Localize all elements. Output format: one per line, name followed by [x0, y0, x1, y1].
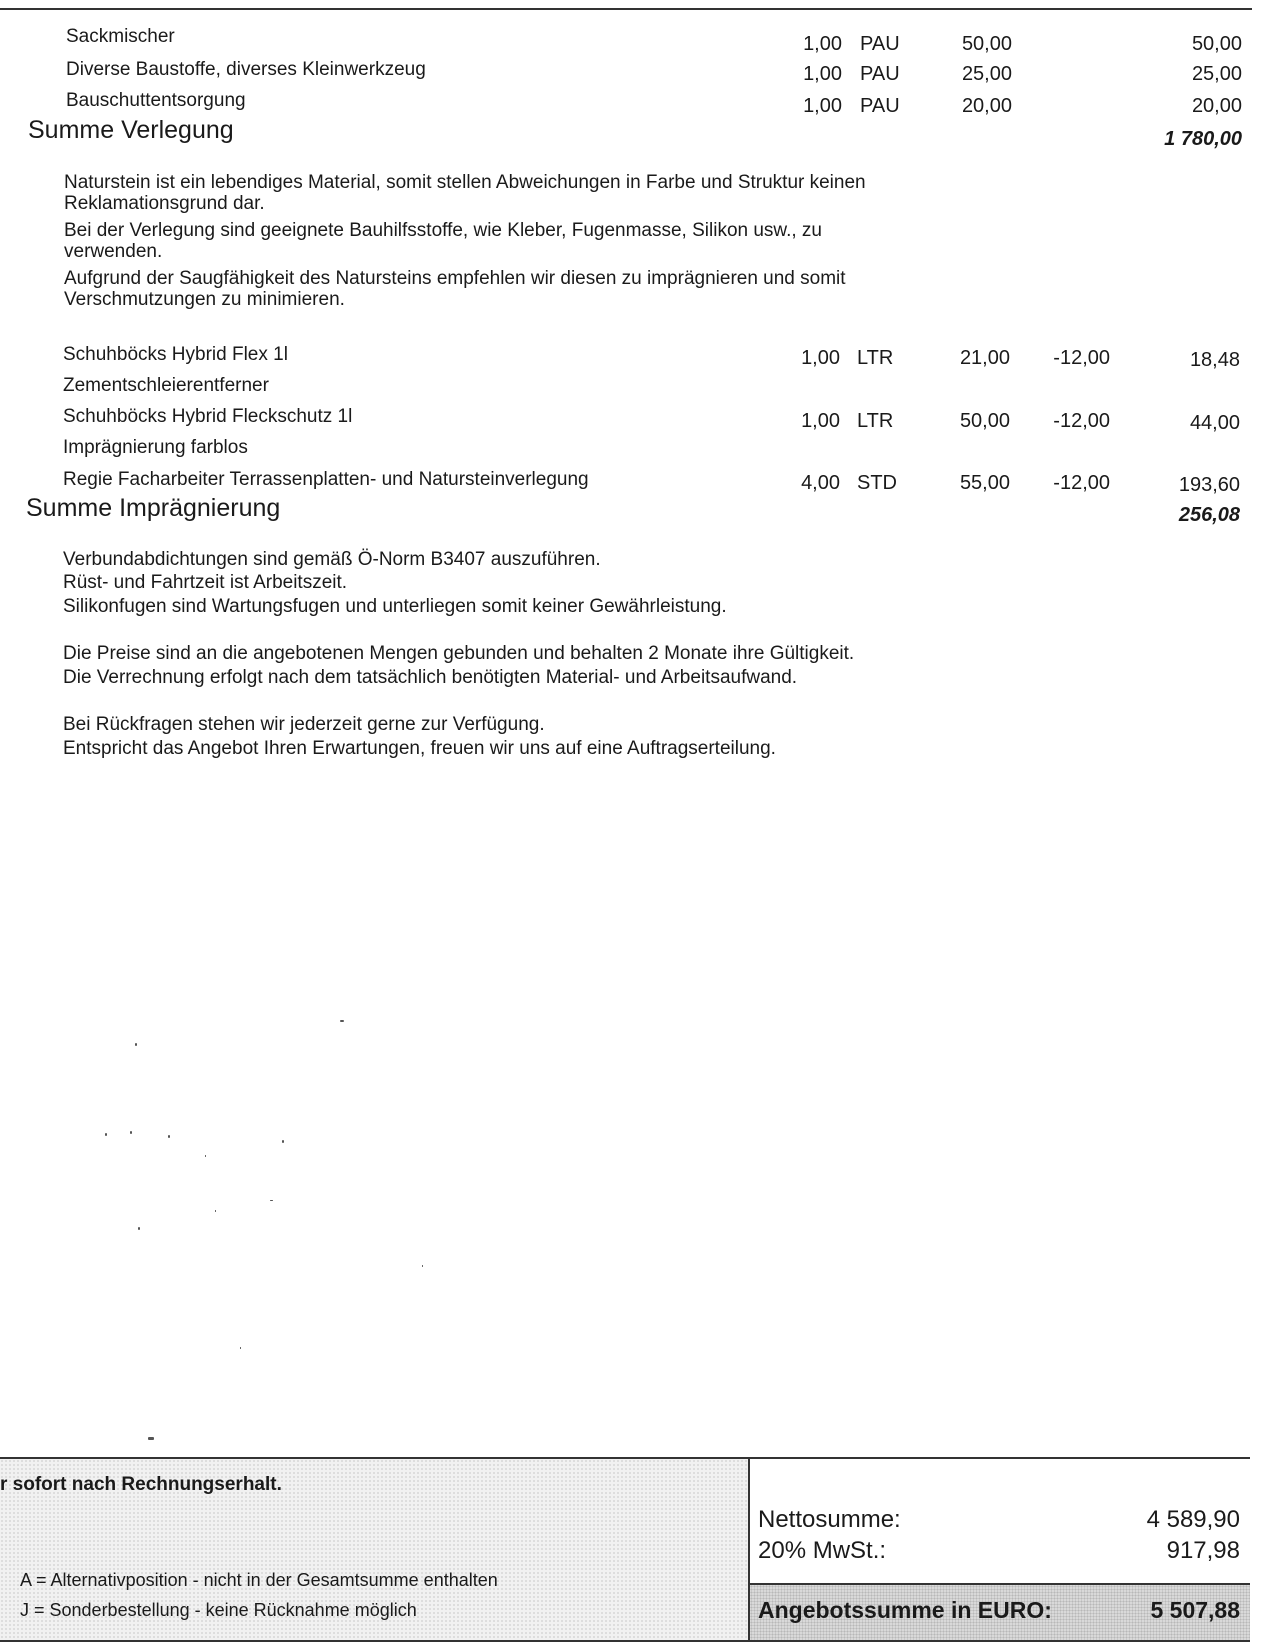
item-unit-price: 50,00 [961, 33, 1012, 55]
item-description: Schuhböcks Hybrid Fleckschutz 1l [63, 406, 353, 427]
grand-total-value: 5 507,88 [1150, 1597, 1240, 1623]
item-quantity: 1,00 [803, 33, 842, 55]
item-description: Diverse Baustoffe, diverses Kleinwerkzeug [66, 59, 426, 80]
price-validity-line: Die Preise sind an die angebotenen Mengen gebunden und behalten 2 Monate ihre Gültigkeit. [63, 643, 855, 664]
vat-value: 917,98 [1166, 1537, 1240, 1564]
item-subdescription: Zementschleierentferner [63, 375, 269, 396]
footer-top-rule [0, 1457, 1250, 1459]
item-unit: PAU [860, 33, 900, 55]
footer-divider [748, 1457, 750, 1640]
item-quantity: 1,00 [801, 347, 840, 369]
legend-alternative: A = Alternativposition - nicht in der Gesamtsumme enthalten [20, 1570, 498, 1590]
item-discount: -12,00 [1053, 472, 1110, 494]
top-rule [0, 8, 1252, 10]
terms-line: Rüst- und Fahrtzeit ist Arbeitszeit. [63, 572, 348, 593]
item-unit-price: 25,00 [961, 63, 1012, 85]
item-unit: PAU [860, 95, 900, 117]
closing-line: Bei Rückfragen stehen wir jederzeit gerne zur Verfügung. [63, 714, 545, 735]
item-total: 50,00 [1191, 33, 1242, 55]
item-total: 20,00 [1191, 95, 1242, 117]
section-sum-value: 1 780,00 [1164, 128, 1242, 150]
item-quantity: 1,00 [803, 95, 842, 117]
closing-line: Entspricht das Angebot Ihren Erwartungen, freuen wir uns auf eine Auftragserteilung. [63, 738, 776, 759]
item-description: Regie Facharbeiter Terrassenplatten- und Natursteinverlegung [63, 469, 589, 490]
item-subdescription: Imprägnierung farblos [63, 437, 248, 458]
item-unit: STD [857, 472, 897, 494]
terms-line: Silikonfugen sind Wartungsfugen und unterliegen somit keiner Gewährleistung. [63, 596, 727, 617]
item-unit-price: 21,00 [959, 347, 1010, 369]
item-unit: LTR [857, 410, 894, 432]
legend-special-order: J = Sonderbestellung - keine Rücknahme möglich [20, 1600, 417, 1620]
item-total: 193,60 [1178, 474, 1240, 496]
vat-label: 20% MwSt.: [758, 1537, 887, 1564]
note-paragraph: Bei der Verlegung sind geeignete Bauhilfsstoffe, wie Kleber, Fugenmasse, Silikon usw., zu verwenden. [64, 220, 822, 262]
item-unit-price: 55,00 [959, 472, 1010, 494]
item-description: Sackmischer [66, 26, 175, 47]
payment-terms: r sofort nach Rechnungserhalt. [0, 1474, 282, 1495]
item-description: Schuhböcks Hybrid Flex 1l [63, 344, 288, 365]
section-sum-value: 256,08 [1178, 504, 1240, 526]
item-total: 18,48 [1189, 349, 1240, 371]
item-unit-price: 20,00 [961, 95, 1012, 117]
item-total: 44,00 [1189, 412, 1240, 434]
item-unit-price: 50,00 [959, 410, 1010, 432]
item-unit: LTR [857, 347, 894, 369]
item-description: Bauschuttentsorgung [66, 90, 246, 111]
item-quantity: 1,00 [803, 63, 842, 85]
item-total: 25,00 [1191, 63, 1242, 85]
item-unit: PAU [860, 63, 900, 85]
item-discount: -12,00 [1053, 410, 1110, 432]
price-validity-line: Die Verrechnung erfolgt nach dem tatsächlich benötigten Material- und Arbeitsaufwand. [63, 667, 798, 688]
item-quantity: 4,00 [801, 472, 840, 494]
note-paragraph: Naturstein ist ein lebendiges Material, somit stellen Abweichungen in Farbe und Struktur keinen Reklamationsgrund dar. [64, 172, 866, 214]
section-sum-label: Summe Imprägnierung [26, 494, 281, 522]
net-total-label: Nettosumme: [758, 1506, 901, 1533]
terms-line: Verbundabdichtungen sind gemäß Ö-Norm B3407 auszuführen. [63, 549, 601, 570]
item-discount: -12,00 [1053, 347, 1110, 369]
item-quantity: 1,00 [801, 410, 840, 432]
note-paragraph: Aufgrund der Saugfähigkeit des Natursteins empfehlen wir diesen zu imprägnieren und somit Verschmutzungen zu minimieren. [64, 268, 846, 310]
grand-total-label: Angebotssumme in EURO: [758, 1597, 1052, 1623]
net-total-value: 4 589,90 [1146, 1506, 1240, 1533]
section-sum-label: Summe Verlegung [28, 116, 234, 144]
